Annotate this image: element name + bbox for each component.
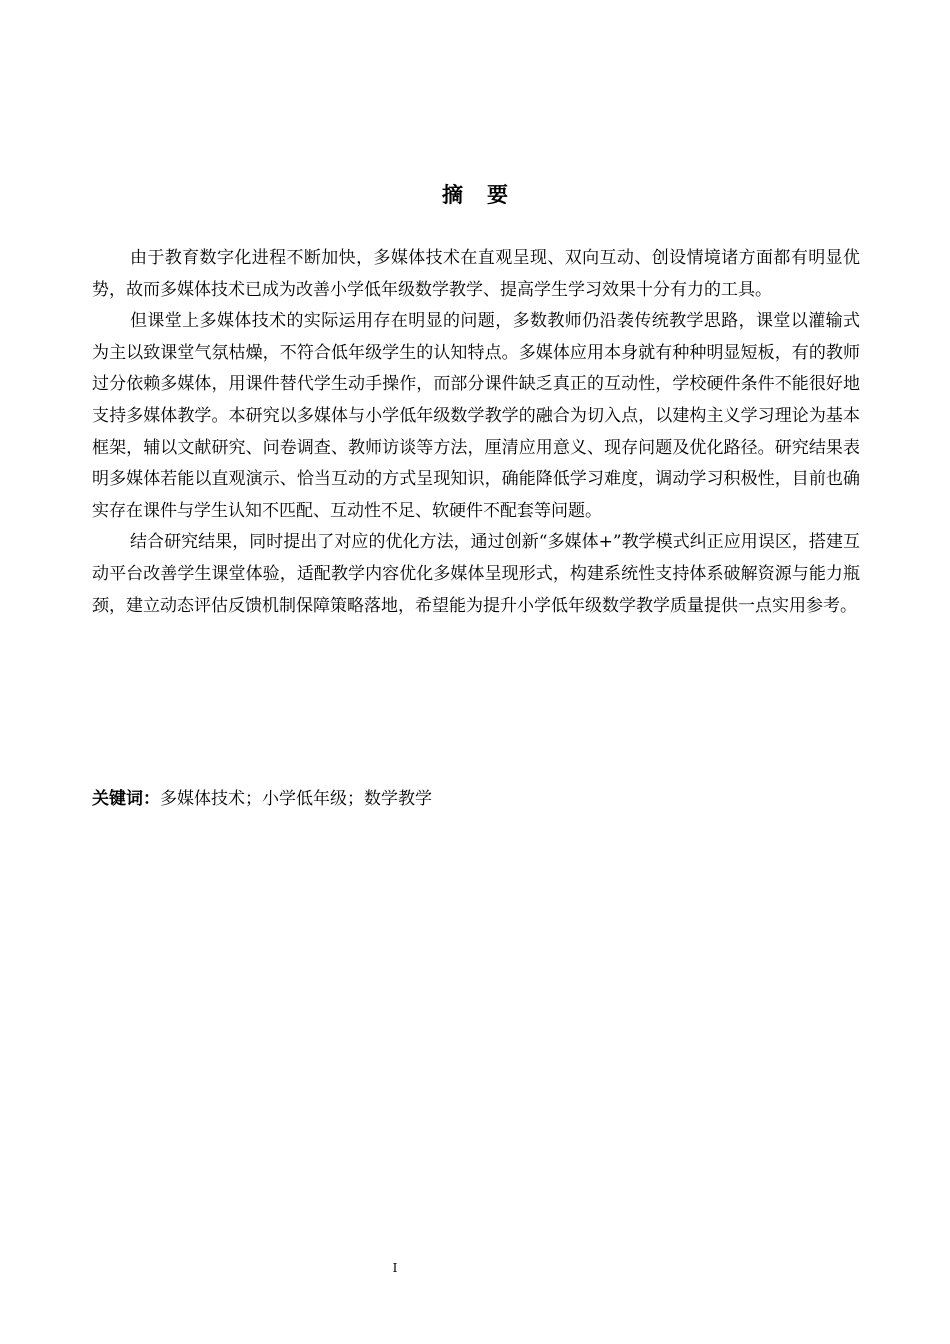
keywords-line (92, 784, 860, 814)
keywords-label: 关键词： (92, 789, 160, 809)
abstract-title: 摘要 (442, 183, 532, 207)
abstract-paragraph-1: 由于教育数字化进程不断加快，多媒体技术在直观呈现、双向互动、创设情境诸方面都有明显优势，故而多媒体技术已成为改善小学低年级数学教学、提高学生学习效果十分有力的工具。 (92, 248, 860, 300)
abstract-paragraph-3: 结合研究结果，同时提出了对应的优化方法，通过创新“多媒体+”教学模式纠正应用误区，搭建互动平台改善学生课堂体验，适配教学内容优化多媒体呈现形式，构建系统性支持体系破解资源与能力瓶颈，建立动态评估反馈机制保障策略落地，希望能为提升小学低年级数学教学质量提供一点实用参考。 (92, 532, 860, 616)
abstract-paragraph-2: 但课堂上多媒体技术的实际运用存在明显的问题，多数教师仍沿袭传统教学思路，课堂以灌输式为主以致课堂气氛枯燥，不符合低年级学生的认知特点。多媒体应用本身就有种种明显短板，有的教师过分依赖多媒体，用课件替代学生动手操作，而部分课件缺乏真正的互动性，学校硬件条件不能很好地支持多媒体教学。本研究以多媒体与小学低年级数学教学的融合为切入点，以建构主义学习理论为基本框架，辅以文献研究、问卷调查、教师访谈等方法，厘清应用意义、现存问题及优化路径。研究结果表明多媒体若能以直观演示、恰当互动的方式呈现知识，确能降低学习难度，调动学习积极性，目前也确实存在课件与学生认知不匹配、互动性不足、软硬件不配套等问题。 (92, 311, 860, 521)
page-number: I (392, 1261, 398, 1275)
abstract-body (92, 243, 860, 622)
keywords-value: 多媒体技术；小学低年级；数学教学 (160, 789, 432, 809)
